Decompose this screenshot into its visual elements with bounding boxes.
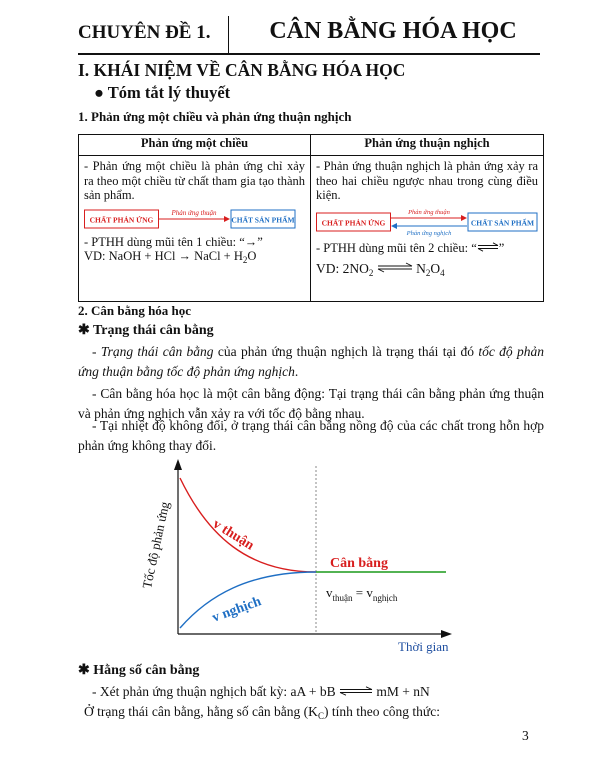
header-divider <box>228 16 229 54</box>
reversible-example: VD: $2NO_2$ $N_2O_4$ <box>316 261 445 278</box>
one-way-diagram <box>84 207 296 231</box>
equilibrium-arrow-icon <box>477 242 499 252</box>
y-axis-arrow <box>174 459 182 470</box>
reactant-label: CHẤT PHẢN ỨNG <box>89 215 154 224</box>
equilibrium-constant-heading: ✱ Hằng số cân bằng <box>78 663 200 678</box>
equilibrium-arrow-icon <box>377 262 413 273</box>
equilibrium-label: Cân bằng <box>330 556 388 571</box>
reverse-rate-label: v nghịch <box>210 594 264 626</box>
table-header-reversible: Phản ứng thuận nghịch <box>311 135 544 156</box>
page-number: 3 <box>522 728 529 743</box>
comparison-table <box>78 134 544 302</box>
forward-arrow-head <box>224 216 230 222</box>
product-label: CHẤT SẢN PHẨM <box>231 215 295 224</box>
definition-paragraph: - Trạng thái cân bằng của phản ứng thuận nghịch là trạng thái tại đó tốc độ phản ứng thuận bằng tốc độ phản ứng nghịch. <box>78 344 544 380</box>
one-way-equation-rule: - PTHH dùng mũi tên 1 chiều: “→” <box>84 234 263 249</box>
product-label-2: CHẤT SẢN PHẨM <box>470 218 535 227</box>
forward-label-2: Phản ứng thuận <box>408 208 450 216</box>
reversible-equation-rule: - PTHH dùng mũi tên 2 chiều: “ ” <box>316 240 505 255</box>
subsection-title-2: 2. Cân bằng hóa học <box>78 303 192 318</box>
reversible-diagram <box>316 207 538 237</box>
dynamic-equilibrium-paragraph: - Cân bằng hóa học là một cân bằng động: Tại trạng thái cân bằng phản ứng thuận và phản ứng nghịch vẫn xảy ra với tốc độ bằng nhau. <box>78 386 544 422</box>
equilibrium-arrow-icon <box>339 686 373 696</box>
one-way-definition: - Phản ứng một chiều là phản ứng chỉ xảy ra theo một chiều từ chất tham gia tạo thành sản phẩm. <box>84 159 305 202</box>
summary-heading: ● Tóm tắt lý thuyết <box>94 83 231 102</box>
general-reaction-line: - Xét phản ứng thuận nghịch bất kỳ: aA + bB mM + nN <box>92 684 430 699</box>
one-way-example: VD: NaOH + HCl → NaCl + $H_2O$ <box>84 249 257 265</box>
concentration-paragraph: - Tại nhiệt độ không đổi, ở trạng thái cân bằng nồng độ của các chất trong hỗn hợp phản ứng không thay đổi. <box>78 418 544 454</box>
forward-label: Phản ứng thuận <box>171 208 217 217</box>
reversible-definition: - Phản ứng thuận nghịch là phản ứng xảy ra theo hai chiều ngược nhau trong cùng điều kiện. <box>316 159 538 202</box>
forward-rate-label: v thuận <box>209 516 257 554</box>
chart-xlabel: Thời gian <box>398 639 449 654</box>
reactant-label-2: CHẤT PHẢN ỨNG <box>321 218 386 227</box>
page-header <box>78 14 540 54</box>
kc-intro-line: Ở trạng thái cân bằng, hằng số cân bằng $(K_C)$ tính theo công thức: <box>84 704 440 721</box>
equilibrium-state-heading: ✱ Trạng thái cân bằng <box>78 323 214 338</box>
chart-ylabel: Tốc độ phản ứng <box>139 500 173 590</box>
rate-equality: $v_{thuận} = v_{nghịch}$ <box>326 585 398 603</box>
forward-rate-curve <box>180 478 316 572</box>
chapter-label: CHUYÊN ĐỀ 1. <box>78 22 211 43</box>
reverse-arrow-head <box>391 223 397 229</box>
rate-chart <box>139 456 458 656</box>
table-cell-reversible <box>311 156 544 302</box>
x-axis-arrow <box>441 630 452 638</box>
subsection-title-1: 1. Phản ứng một chiều và phản ứng thuận nghịch <box>78 109 352 124</box>
table-header-one-way: Phản ứng một chiều <box>79 135 311 156</box>
section-title: I. KHÁI NIỆM VỀ CÂN BẰNG HÓA HỌC <box>78 60 406 80</box>
table-cell-one-way <box>79 156 311 302</box>
chapter-title: CÂN BẰNG HÓA HỌC <box>269 18 517 44</box>
reverse-label: Phản ứng nghịch <box>406 229 452 237</box>
header-rule <box>78 53 540 55</box>
forward-arrow-head-2 <box>461 215 467 221</box>
